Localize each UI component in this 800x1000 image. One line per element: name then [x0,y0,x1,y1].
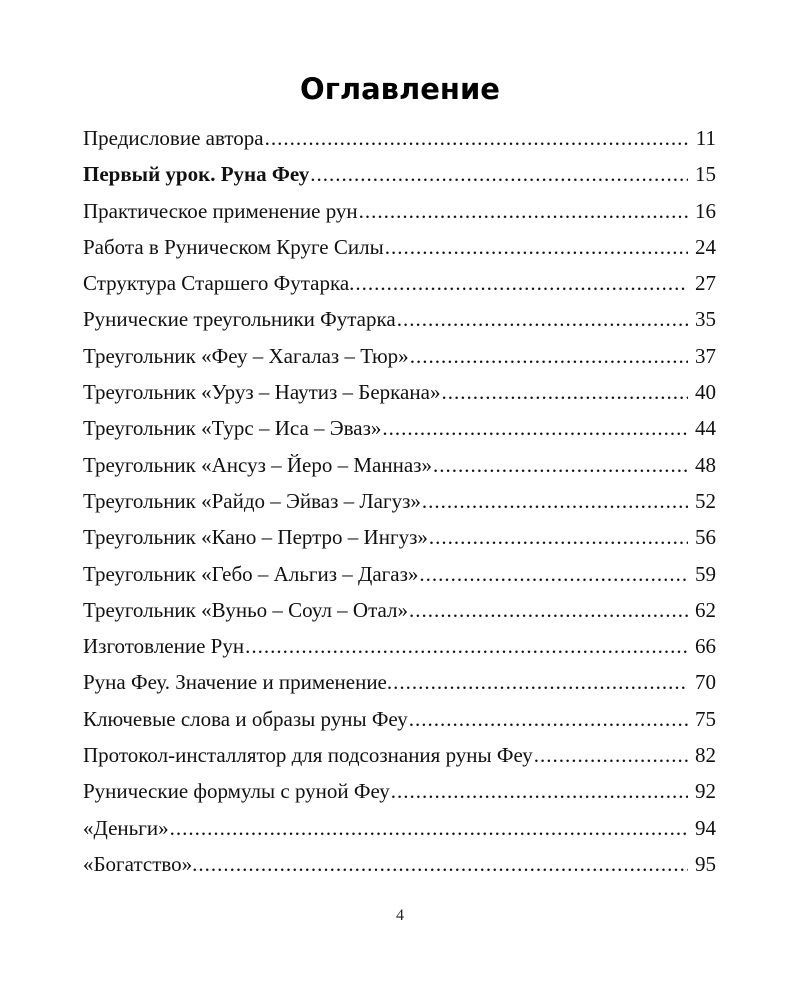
toc-dot-leader [355,271,688,296]
toc-entry[interactable] [83,562,716,598]
toc-entry[interactable] [83,416,716,452]
toc-entry[interactable] [83,489,716,525]
toc-dot-leader [419,562,688,587]
toc-dot-leader [441,380,688,405]
toc-dot-leader [265,126,688,151]
toc-entry[interactable] [83,126,716,162]
toc-dot-leader [391,779,688,804]
toc-entry-title: Рунические треугольники Футарка [83,307,396,332]
toc-dot-leader [433,453,688,478]
toc-entry-page: 15 [695,162,716,187]
toc-entry[interactable] [83,707,716,743]
toc-entry[interactable] [83,598,716,634]
toc-entry-title: Треугольник «Турс – Иса – Эваз» [83,416,382,441]
toc-entry-page: 82 [695,743,716,768]
toc-entry-title: Треугольник «Уруз – Наутиз – Беркана» [83,380,441,405]
toc-entry[interactable] [83,162,716,198]
toc-dot-leader [310,162,688,187]
toc-entry-title: Ключевые слова и образы руны Феу [83,706,408,731]
toc-entry-page: 95 [695,851,716,876]
toc-entry-page: 75 [695,706,716,731]
toc-entry-title: Работа в Руническом Круге Силы [83,234,384,259]
toc-entry[interactable] [83,380,716,416]
toc-dot-leader [409,707,688,732]
toc-entry-page: 92 [695,779,716,804]
toc-entry-page: 44 [695,416,716,441]
toc-entry[interactable] [83,670,716,706]
table-of-contents [83,126,716,888]
toc-entry-title: «Богатство». [83,851,198,876]
toc-entry[interactable] [83,852,716,888]
toc-entry-title: Треугольник «Кано – Пертро – Ингуз» [83,525,428,550]
toc-entry-page: 62 [695,597,716,622]
toc-entry[interactable] [83,453,716,489]
toc-dot-leader [393,670,688,695]
page-number: 4 [396,907,404,924]
toc-entry[interactable] [83,344,716,380]
toc-entry[interactable] [83,743,716,779]
toc-entry[interactable] [83,779,716,815]
toc-entry-title: Треугольник «Феу – Хагалаз – Тюр» [83,343,409,368]
toc-entry-page: 37 [695,343,716,368]
toc-entry-title: Рунические формулы с руной Феу [83,779,390,804]
toc-entry-page: 48 [695,452,716,477]
toc-entry-page: 40 [695,380,716,405]
toc-entry[interactable] [83,816,716,852]
toc-dot-leader [422,489,688,514]
toc-dot-leader [198,852,688,877]
toc-entry-title: Первый урок. Руна Феу [83,162,310,187]
toc-entry-page: 35 [695,307,716,332]
toc-entry-page: 16 [695,198,716,223]
toc-entry-title: Практическое применение рун [83,198,358,223]
toc-entry-page: 70 [695,670,716,695]
toc-dot-leader [385,235,688,260]
toc-dot-leader [382,416,688,441]
toc-entry-title: Протокол-инсталлятор для подсознания руны Феу [83,743,533,768]
toc-entry-page: 24 [695,234,716,259]
page-title: Оглавление [300,72,500,106]
toc-entry-title: Треугольник «Гебо – Альгиз – Дагаз» [83,561,419,586]
toc-entry[interactable] [83,307,716,343]
toc-entry-page: 27 [695,271,716,296]
toc-dot-leader [429,525,688,550]
toc-entry[interactable] [83,199,716,235]
toc-dot-leader [409,598,688,623]
toc-entry-page: 59 [695,561,716,586]
toc-entry-page: 11 [695,126,716,150]
toc-dot-leader [397,307,688,332]
toc-entry-title: Треугольник «Райдо – Эйваз – Лагуз» [83,488,421,513]
toc-dot-leader [410,344,688,369]
toc-entry-title: Изготовление Рун [83,634,245,659]
toc-entry-title: «Деньги» [83,815,169,840]
toc-entry-page: 94 [695,815,716,840]
toc-dot-leader [534,743,688,768]
toc-entry-title: Предисловие автора [83,126,264,150]
toc-entry[interactable] [83,235,716,271]
toc-entry-page: 52 [695,488,716,513]
toc-entry-title: Треугольник «Ансуз – Йеро – Манназ» [83,452,432,477]
toc-dot-leader [359,199,688,224]
toc-dot-leader [170,816,688,841]
toc-entry-title: Треугольник «Вуньо – Соул – Отал» [83,597,409,622]
toc-entry-title: Руна Феу. Значение и применение. [83,670,393,695]
toc-dot-leader [245,634,688,659]
toc-entry[interactable] [83,634,716,670]
toc-entry-title: Структура Старшего Футарка. [83,271,355,296]
toc-entry[interactable] [83,271,716,307]
toc-entry-page: 56 [695,525,716,550]
toc-entry-page: 66 [695,634,716,659]
toc-entry[interactable] [83,525,716,561]
